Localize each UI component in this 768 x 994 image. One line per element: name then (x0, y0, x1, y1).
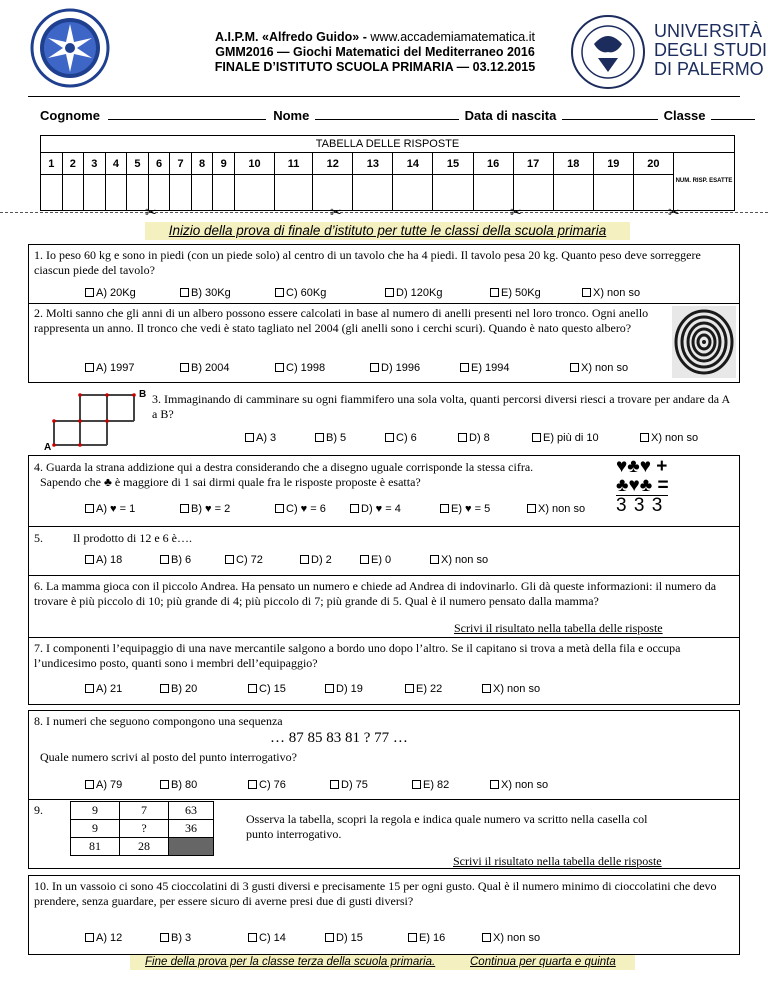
checkbox-icon[interactable] (430, 555, 439, 564)
answer-col-header: 18 (553, 153, 593, 175)
option-label: X) non so (441, 554, 489, 566)
answer-option[interactable] (85, 554, 122, 566)
footer-left: Fine della prova per la classe terza della scuola primaria. (145, 956, 436, 968)
option-label: C) 60Kg (286, 287, 327, 299)
answer-col-header: 13 (353, 153, 393, 175)
answer-col-header: 16 (473, 153, 513, 175)
option-label: D) ♥ = 4 (361, 503, 401, 515)
answer-col-header: 4 (105, 153, 127, 175)
option-label: A) 12 (96, 932, 123, 944)
scissors-icon: ✂ (668, 204, 680, 220)
option-label: B) 3 (171, 932, 192, 944)
option-label: E) 22 (416, 683, 443, 695)
answer-cell[interactable] (234, 175, 274, 211)
answer-option[interactable] (640, 432, 698, 444)
answer-col-header: 17 (513, 153, 553, 175)
accademia-logo (30, 8, 110, 88)
option-label: C) 14 (259, 932, 286, 944)
classe-label: Classe (663, 108, 706, 123)
q5-number: 5. (34, 531, 43, 545)
checkbox-icon[interactable] (275, 363, 284, 372)
answer-option[interactable] (325, 932, 363, 944)
answer-cell[interactable] (393, 175, 433, 211)
answer-option[interactable] (408, 932, 445, 944)
cut-line (0, 212, 768, 213)
footer-right: Continua per quarta e quinta (470, 956, 616, 968)
option-label: E) 82 (423, 779, 450, 791)
option-label: E) 0 (371, 554, 392, 566)
answer-cell[interactable] (553, 175, 593, 211)
checkbox-icon[interactable] (385, 288, 394, 297)
option-label: B) ♥ = 2 (191, 503, 231, 515)
answer-option[interactable] (245, 432, 276, 444)
nascita-label: Data di nascita (464, 108, 557, 123)
checkbox-icon[interactable] (275, 288, 284, 297)
nome-label: Nome (273, 108, 310, 123)
grid-cell: 7 (120, 802, 169, 820)
nome-field[interactable] (315, 119, 459, 120)
option-label: A) 79 (96, 779, 123, 791)
answer-option[interactable] (360, 554, 391, 566)
answer-option[interactable] (225, 554, 263, 566)
grid-cell: 81 (71, 838, 120, 856)
answer-col-header: 11 (275, 153, 313, 175)
checkbox-icon[interactable] (160, 780, 169, 789)
checkbox-icon[interactable] (482, 684, 491, 693)
answer-cell[interactable] (41, 175, 63, 211)
checkbox-icon[interactable] (440, 504, 449, 513)
option-label: E) 50Kg (501, 287, 541, 299)
answer-option[interactable] (275, 362, 325, 374)
option-label: B) 20 (171, 683, 198, 695)
checkbox-icon[interactable] (482, 933, 491, 942)
checkbox-icon[interactable] (248, 933, 257, 942)
answer-option[interactable] (85, 683, 122, 695)
checkbox-icon[interactable] (330, 780, 339, 789)
checkbox-icon[interactable] (460, 363, 469, 372)
answer-option[interactable] (248, 779, 286, 791)
answer-table (40, 152, 735, 211)
checkbox-icon[interactable] (248, 780, 257, 789)
answer-option[interactable] (85, 503, 135, 515)
answer-table-title: TABELLA DELLE RISPOSTE (40, 135, 735, 153)
answer-cell[interactable] (593, 175, 633, 211)
answer-option[interactable] (458, 432, 490, 444)
option-label: B) 80 (171, 779, 198, 791)
answer-col-header: 7 (170, 153, 192, 175)
q2-text: 2. Molti sanno che gli anni di un albero possono essere calcolati in base al numero di anelli presenti nel loro tronco. Ogni anello rappresenta un anno. Il tronco che vedi è stato tagliato nel 2004 (gli anelli sono i cerchi scuri). Quando è nato questo albero? (34, 306, 649, 335)
answer-option[interactable] (180, 503, 230, 515)
grid-cell: 9 (71, 820, 120, 838)
option-label: X) non so (493, 683, 541, 695)
answer-col-header: 1 (41, 153, 63, 175)
header-rule (28, 96, 740, 97)
addition-row-1: ♥♣♥ + (616, 456, 668, 477)
scissors-icon: ✂ (330, 204, 342, 220)
checkbox-icon[interactable] (160, 555, 169, 564)
uni-line1: UNIVERSITÀ (654, 21, 763, 41)
checkbox-icon[interactable] (85, 363, 94, 372)
addition-result: 3 3 3 (616, 495, 668, 515)
addition-row-2: ♣♥♣ = (616, 475, 669, 496)
checkbox-icon[interactable] (315, 433, 324, 442)
answer-col-header: 10 (234, 153, 274, 175)
checkbox-icon[interactable] (245, 433, 254, 442)
answer-option[interactable] (490, 779, 548, 791)
option-label: X) non so (501, 779, 549, 791)
answer-option[interactable] (350, 503, 401, 515)
grid-cell: 63 (169, 802, 214, 820)
answer-option[interactable] (460, 362, 510, 374)
answer-option[interactable] (440, 503, 490, 515)
answer-col-header: 2 (62, 153, 84, 175)
option-label: D) 75 (341, 779, 368, 791)
answer-option[interactable] (160, 683, 197, 695)
scissors-icon: ✂ (145, 204, 157, 220)
answer-cell[interactable] (213, 175, 235, 211)
answer-option[interactable] (160, 554, 191, 566)
answer-option[interactable] (527, 503, 585, 515)
q9-note: Scrivi il risultato nella tabella delle risposte (453, 854, 662, 868)
checkbox-icon[interactable] (360, 555, 369, 564)
q4-text-2: Sapendo che ♣ è maggiore di 1 sai dirmi quale fra le risposte proposte è esatta? (40, 475, 421, 489)
option-label: D) 2 (311, 554, 332, 566)
answer-option[interactable] (385, 287, 442, 299)
q5-text: Il prodotto di 12 e 6 è…. (73, 531, 192, 545)
answer-option[interactable] (248, 932, 286, 944)
answer-option[interactable] (85, 362, 135, 374)
option-label: C) 1998 (286, 362, 326, 374)
option-label: A) 3 (256, 432, 277, 444)
option-label: C) ♥ = 6 (286, 503, 326, 515)
scissors-icon: ✂ (510, 204, 522, 220)
option-label: B) 6 (171, 554, 192, 566)
checkbox-icon[interactable] (85, 933, 94, 942)
option-label: E) 16 (419, 932, 446, 944)
checkbox-icon[interactable] (180, 504, 189, 513)
point-b-label: B (139, 389, 147, 400)
grid-cell: 9 (71, 802, 120, 820)
answer-option[interactable] (180, 362, 230, 374)
answer-col-header: 8 (191, 153, 213, 175)
grid-cell-shaded (169, 838, 214, 856)
answer-cell[interactable] (84, 175, 106, 211)
option-label: D) 8 (469, 432, 490, 444)
option-label: C) 6 (396, 432, 417, 444)
option-label: E) 1994 (471, 362, 510, 374)
cognome-label: Cognome (40, 108, 100, 123)
num-risp-esatte-header: NUM. RISP. ESATTE (674, 153, 735, 211)
checkbox-icon[interactable] (275, 504, 284, 513)
option-label: B) 5 (326, 432, 347, 444)
option-label: E) ♥ = 5 (451, 503, 491, 515)
uni-line2: DEGLI STUDI (654, 40, 768, 60)
answer-cell[interactable] (191, 175, 213, 211)
header-title (130, 30, 620, 75)
answer-col-header: 19 (593, 153, 633, 175)
q8-sequence: … 87 85 83 81 ? 77 … (270, 730, 408, 746)
answer-option[interactable] (570, 362, 628, 374)
option-label: A) ♥ = 1 (96, 503, 136, 515)
checkbox-icon[interactable] (370, 363, 379, 372)
checkbox-icon[interactable] (325, 933, 334, 942)
answer-col-header: 15 (433, 153, 473, 175)
q6-text: 6. La mamma gioca con il piccolo Andrea. Ha pensato un numero e chiede ad Andrea di indovinarlo. Gli dà queste informazioni: il numero da trovare è più piccolo di 10; più grande di 4; più piccolo di 7; più grande di 5. Qual è il numero pensato dalla mamma? (34, 579, 717, 608)
q9-number: 9. (34, 803, 43, 817)
answer-option[interactable] (582, 287, 640, 299)
answer-option[interactable] (85, 287, 136, 299)
answer-col-header: 3 (84, 153, 106, 175)
cognome-field[interactable] (108, 119, 266, 120)
checkbox-icon[interactable] (408, 933, 417, 942)
answer-option[interactable] (482, 683, 540, 695)
grid-cell-unknown: ? (120, 820, 169, 838)
answer-option[interactable] (482, 932, 540, 944)
option-label: D) 120Kg (396, 287, 443, 299)
checkbox-icon[interactable] (160, 684, 169, 693)
option-label: A) 20Kg (96, 287, 136, 299)
checkbox-icon[interactable] (180, 288, 189, 297)
checkbox-icon[interactable] (490, 288, 499, 297)
answer-cell[interactable] (170, 175, 192, 211)
answer-cell[interactable] (353, 175, 393, 211)
university-seal (570, 14, 646, 90)
q3-text: 3. Immaginando di camminare su ogni fiammifero una sola volta, quanti percorsi diversi riesci a trovare per andare da A a B? (152, 392, 730, 421)
answer-col-header: 9 (213, 153, 235, 175)
nascita-field[interactable] (562, 119, 658, 120)
header-line3: FINALE D’ISTITUTO SCUOLA PRIMARIA — 03.12.2015 (214, 60, 536, 74)
checkbox-icon[interactable] (532, 433, 541, 442)
answer-option[interactable] (490, 287, 541, 299)
option-label: X) non so (581, 362, 629, 374)
q1-text: 1. Io peso 60 kg e sono in piedi (con un piede solo) al centro di un tavolo che ha 4 piedi. Il tavolo pesa 20 kg. Quanto peso deve sorreggere ciascun piede del tavolo? (34, 248, 701, 277)
tree-rings-image (672, 306, 736, 378)
q4-text-1: 4. Guarda la strana addizione qui a destra considerando che a disegno uguale corrisponde la stessa cifra. (34, 460, 534, 474)
answer-option[interactable] (300, 554, 332, 566)
option-label: C) 15 (259, 683, 286, 695)
start-banner-text: Inizio della prova di finale d’istituto per tutte le classi della scuola primaria (168, 223, 607, 238)
answer-cell[interactable] (62, 175, 84, 211)
answer-col-header: 20 (633, 153, 673, 175)
answer-col-header: 14 (393, 153, 433, 175)
option-label: E) più di 10 (543, 432, 599, 444)
q8-text: 8. I numeri che seguono compongono una sequenza (34, 714, 283, 728)
checkbox-icon[interactable] (582, 288, 591, 297)
answer-option[interactable] (160, 779, 197, 791)
answer-option[interactable] (160, 932, 191, 944)
answer-col-header: 5 (127, 153, 149, 175)
answer-option[interactable] (412, 779, 449, 791)
checkbox-icon[interactable] (85, 780, 94, 789)
checkbox-icon[interactable] (85, 504, 94, 513)
checkbox-icon[interactable] (405, 684, 414, 693)
answer-option[interactable] (370, 362, 420, 374)
answer-col-header: 6 (148, 153, 170, 175)
answer-option[interactable] (330, 779, 368, 791)
answer-option[interactable] (275, 503, 326, 515)
answer-option[interactable] (315, 432, 346, 444)
option-label: X) non so (651, 432, 699, 444)
q9-grid (70, 801, 214, 856)
option-label: D) 1996 (381, 362, 421, 374)
answer-option[interactable] (248, 683, 286, 695)
answer-cell[interactable] (433, 175, 473, 211)
option-label: D) 15 (336, 932, 363, 944)
q10-text: 10. In un vassoio ci sono 45 cioccolatini di 3 gusti diversi e precisamente 15 per ogni gusto. Qual è il numero minimo di cioccolatini che devo prendere, senza guardare, per essere sicuro di averne presi due di gusti diversi? (34, 879, 717, 908)
checkbox-icon[interactable] (85, 684, 94, 693)
university-name (654, 22, 767, 79)
option-label: X) non so (538, 503, 586, 515)
answer-cell[interactable] (105, 175, 127, 211)
checkbox-icon[interactable] (85, 555, 94, 564)
answer-option[interactable] (532, 432, 599, 444)
checkbox-icon[interactable] (458, 433, 467, 442)
checkbox-icon[interactable] (570, 363, 579, 372)
checkbox-icon[interactable] (85, 288, 94, 297)
q8-question: Quale numero scrivi al posto del punto interrogativo? (40, 750, 297, 764)
checkbox-icon[interactable] (300, 555, 309, 564)
option-label: A) 1997 (96, 362, 135, 374)
checkbox-icon[interactable] (225, 555, 234, 564)
checkbox-icon[interactable] (248, 684, 257, 693)
answer-option[interactable] (85, 779, 122, 791)
option-label: C) 72 (236, 554, 263, 566)
header-line1: A.I.P.M. «Alfredo Guido» - www.accademiamatematica.it (215, 30, 535, 44)
checkbox-icon[interactable] (412, 780, 421, 789)
answer-option[interactable] (430, 554, 488, 566)
checkbox-icon[interactable] (180, 363, 189, 372)
checkbox-icon[interactable] (640, 433, 649, 442)
student-fields (40, 108, 755, 123)
option-label: B) 2004 (191, 362, 230, 374)
q7-text: 7. I componenti l’equipaggio di una nave mercantile salgono a bordo uno dopo l’altro. Se il capitano si trova a metà della fila e occupa l’undicesimo posto, quanti sono i membri dell’equipaggio? (34, 641, 681, 670)
option-label: B) 30Kg (191, 287, 231, 299)
checkbox-icon[interactable] (350, 504, 359, 513)
answer-cell[interactable] (275, 175, 313, 211)
option-label: C) 76 (259, 779, 286, 791)
header-line2: GMM2016 — Giochi Matematici del Mediterraneo 2016 (215, 45, 535, 59)
card-addition (616, 457, 669, 515)
uni-line3: DI PALERMO (654, 59, 764, 79)
option-label: A) 18 (96, 554, 123, 566)
checkbox-icon[interactable] (490, 780, 499, 789)
answer-option[interactable] (180, 287, 231, 299)
checkbox-icon[interactable] (325, 684, 334, 693)
answer-option[interactable] (85, 932, 122, 944)
option-label: X) non so (593, 287, 641, 299)
answer-col-header: 12 (313, 153, 353, 175)
answer-option[interactable] (325, 683, 363, 695)
matchstick-figure (40, 389, 150, 449)
grid-cell: 28 (120, 838, 169, 856)
option-label: A) 21 (96, 683, 123, 695)
grid-cell: 36 (169, 820, 214, 838)
answer-cell[interactable] (473, 175, 513, 211)
option-label: X) non so (493, 932, 541, 944)
q9-text: Osserva la tabella, scopri la regola e indica quale numero va scritto nella casella col punto interrogativo. (246, 812, 648, 841)
answer-option[interactable] (405, 683, 442, 695)
q6-note: Scrivi il risultato nella tabella delle risposte (454, 621, 663, 635)
checkbox-icon[interactable] (160, 933, 169, 942)
option-label: D) 19 (336, 683, 363, 695)
point-a-label: A (44, 442, 52, 453)
checkbox-icon[interactable] (527, 504, 536, 513)
answer-option[interactable] (275, 287, 326, 299)
checkbox-icon[interactable] (385, 433, 394, 442)
answer-option[interactable] (385, 432, 417, 444)
classe-field[interactable] (711, 119, 755, 120)
